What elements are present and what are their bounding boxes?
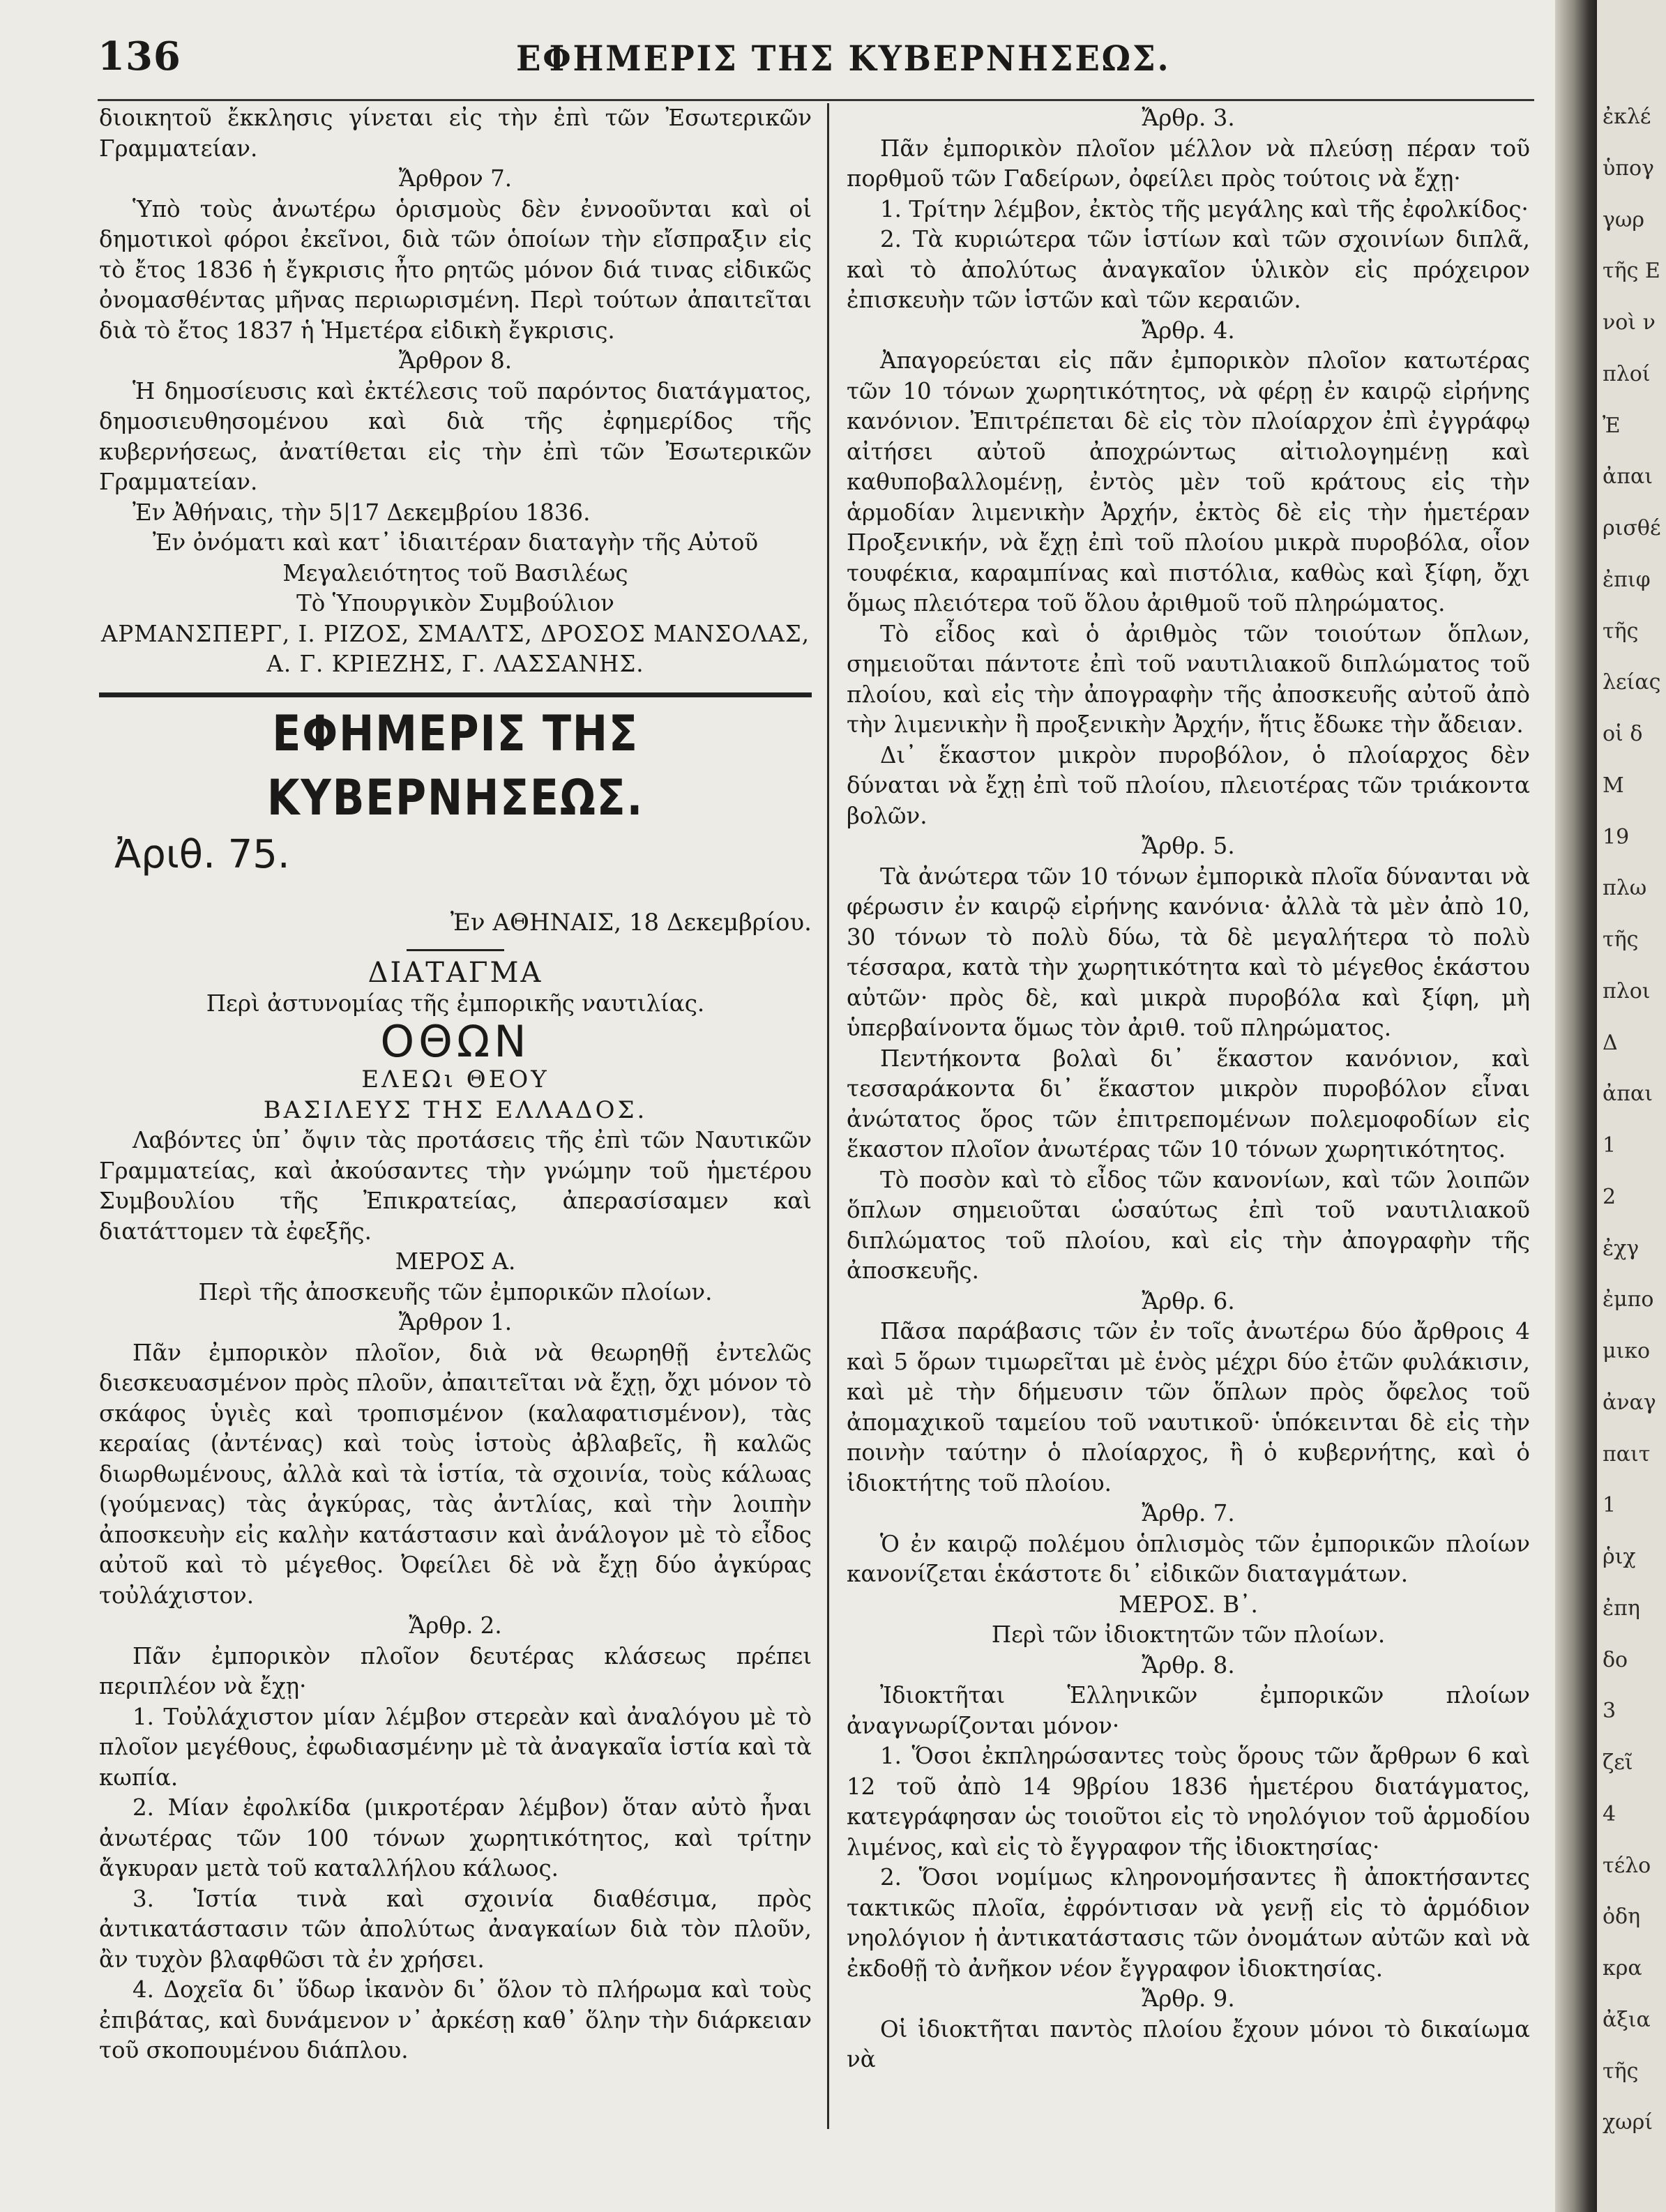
next-page-fragment: ἀξια	[1603, 2008, 1651, 2032]
next-page-fragment: Μ	[1603, 773, 1624, 798]
right-paragraph: Τὸ ποσὸν καὶ τὸ εἶδος τῶν κανονίων, καὶ τῶν λοιπῶν ὅπλων σημειοῦται ὡσαύτως ἐπὶ τοῦ ναυτιλιακοῦ διπλώματος τοῦ πλοίου, καὶ εἰς τὴν ἀπογραφὴν τῆς ἀποσκευῆς.	[847, 1166, 1530, 1284]
next-page-fragment: 2	[1603, 1185, 1616, 1209]
left-heading: Ἄρθρον 7.	[398, 165, 513, 192]
next-page-fragment: ἀπαι	[1603, 1082, 1653, 1106]
masthead-title: ΕΦΗΜΕΡΙΣ ΤΗΣ ΚΥΒΕΡΝΗΣΕΩΣ.	[266, 704, 644, 826]
next-page-fragment: ρισθέ	[1603, 516, 1661, 540]
issue-line	[99, 830, 812, 880]
right-paragraph: 1. Τρίτην λέμβον, ἐκτὸς τῆς μεγάλης καὶ τῆς ἐφολκίδος·	[880, 195, 1529, 222]
next-page-fragment: ἐμπο	[1603, 1287, 1654, 1312]
next-page-fragment: νοὶ ν	[1603, 310, 1656, 335]
next-page-fragment: μικο	[1603, 1339, 1651, 1363]
left-paragraph: Ἐν ὀνόματι καὶ κατ᾽ ἰδιαιτέραν διαταγὴν τῆς Αὐτοῦ Μεγαλειότητος τοῦ Βασιλέως	[152, 529, 759, 586]
right-heading: Ἄρθρ. 7.	[1142, 1500, 1235, 1527]
right-heading: ΜΕΡΟΣ. Β᾽.	[1119, 1591, 1258, 1618]
next-page-fragment: Δ	[1603, 1031, 1618, 1055]
left-heading: Ἄρθρ. 2.	[409, 1612, 502, 1639]
right-heading: Ἄρθρ. 4.	[1142, 317, 1235, 344]
right-column-text	[847, 103, 1530, 2075]
left-column-text-1	[99, 103, 812, 680]
next-page-fragment: ζεῖ	[1603, 1750, 1633, 1775]
left-paragraph: Λαβόντες ὑπ᾽ ὄψιν τὰς προτάσεις τῆς ἐπὶ τῶν Ναυτικῶν Γραμματείας, καὶ ἀκούσαντες τὴν γνώμην τοῦ ἡμετέρου Συμβουλίου τῆς Ἐπικρατείας, ἀπερασίσαμεν καὶ διατάττομεν τὰ ἐφεξῆς.	[99, 1127, 812, 1245]
decree-divider	[407, 949, 504, 951]
next-page-fragment: πλω	[1603, 876, 1647, 900]
left-paragraph: Πᾶν ἐμπορικὸν πλοῖον δευτέρας κλάσεως πρέπει περιπλέον νὰ ἔχῃ·	[99, 1642, 812, 1699]
left-column	[99, 103, 812, 2066]
masthead-rule	[99, 692, 812, 697]
left-paragraph: ΑΡΜΑΝΣΠΕΡΓ, Ι. ΡΙΖΟΣ, ΣΜΑΛΤΣ, ΔΡΟΣΟΣ ΜΑΝΣΟΛΑΣ, Α. Γ. ΚΡΙΕΖΗΣ, Γ. ΛΑΣΣΑΝΗΣ.	[100, 620, 810, 677]
book-gutter	[1555, 0, 1597, 2212]
right-paragraph: 1. Ὅσοι ἐκπληρώσαντες τοὺς ὅρους τῶν ἄρθρων 6 καὶ 12 τοῦ ἀπὸ 14 9βρίου 1836 ἡμετέρου διατάγματος, κατεγράφησαν ὡς τοιοῦτοι εἰς τὸ νηολόγιον τοῦ ἁρμοδίου λιμένος, καὶ εἰς τὸ ἔγγραφον τῆς ἰδιοκτησίας·	[847, 1743, 1530, 1861]
next-page-fragment: τέλο	[1603, 1854, 1651, 1878]
next-page-fragment: παιτ	[1603, 1442, 1651, 1467]
next-page-fragment: ἐπιφ	[1603, 568, 1651, 592]
left-paragraph: Τὸ Ὑπουργικὸν Συμβούλιον	[296, 590, 614, 616]
next-page-fragment: πλοι	[1603, 979, 1651, 1003]
right-heading: Ἄρθρ. 3.	[1142, 105, 1235, 131]
next-page-fragment: 1	[1603, 1493, 1616, 1517]
next-page-fragment: ἀπαι	[1603, 464, 1653, 489]
right-paragraph: Τὰ ἀνώτερα τῶν 10 τόνων ἐμπορικὰ πλοῖα δύνανται νὰ φέρωσιν ἐν καιρῷ εἰρήνης κανόνια· ἀλλὰ τὰ μὲν ἀπὸ 10, 30 τόνων τὸ πολὺ δύω, τὰ δὲ μεγαλήτερα τὸ πολὺ τέσσαρα, κατὰ τὴν χωρητικότητα καὶ τὸ μέγεθος ἑκάστου αὐτῶν· πρὸς δὲ, καὶ μικρὰ πυροβόλα καὶ ξίφη, μὴ ὑπερβαίνοντα ὅμως τὸν ἀριθ. τοῦ πληρώματος.	[847, 863, 1530, 1041]
next-page-fragment: ἐπη	[1603, 1596, 1640, 1621]
next-page-fragment: γωρ	[1603, 208, 1645, 232]
next-page-fragment: ὀδη	[1603, 1904, 1641, 1929]
left-paragraph: Ἐν Ἀθήναις, τὴν 5|17 Δεκεμβρίου 1836.	[132, 499, 591, 526]
right-heading: Ἄρθρ. 9.	[1142, 1985, 1235, 2012]
next-page-fragment: λείας	[1603, 670, 1661, 695]
left-paragraph: Πᾶν ἐμπορικὸν πλοῖον, διὰ νὰ θεωρηθῇ ἐντελῶς διεσκευασμένον πρὸς πλοῦν, ἀπαιτεῖται νὰ ἔχῃ, ὄχι μόνον τὸ σκάφος ὑγιὲς καὶ τροπισμένον (καλαφατισμένον), τὰς κεραίας (ἀντένας) καὶ τοὺς ἱστοὺς ἀβλαβεῖς, ἢ καλῶς διωρθωμένους, ἀλλὰ καὶ τὰ ἱστία, τὰ σχοινία, τοὺς κάλωας (γούμενας) τὰς ἀγκύρας, τὰς ἀντλίας, καὶ τὴν λοιπὴν ἀποσκευὴν εἰς καλὴν κατάστασιν καὶ ἀνάλογον μὲ τὸ εἶδος αὐτοῦ καὶ τὸ μέγεθος. Ὀφείλει δὲ νὰ ἔχῃ δύο ἀγκύρας τοὐλάχιστον.	[99, 1339, 812, 1609]
king-name: ΟΘΩΝ	[380, 1016, 531, 1067]
right-heading: Περὶ τῶν ἰδιοκτητῶν τῶν πλοίων.	[991, 1621, 1386, 1648]
next-page-fragment: ἐκλέ	[1603, 105, 1651, 129]
next-page-fragment: τῆς	[1603, 619, 1639, 644]
left-paragraph: 1. Τοὐλάχιστον μίαν λέμβον στερεὰν καὶ ἀναλόγου μὲ τὸ πλοῖον μεγέθους, ἐφωδιασμένην μὲ τὰ ἀναγκαῖα ἱστία καὶ τὰ κωπία.	[99, 1703, 812, 1791]
next-page-fragment: 19	[1603, 825, 1630, 849]
next-page-fragment: Ἐ	[1603, 414, 1621, 438]
next-page-fragment: ἐχγ	[1603, 1236, 1640, 1261]
grace-line: ΕΛΕΩι ΘΕΟΥ	[361, 1066, 550, 1093]
decree-subject: Περὶ ἀστυνομίας τῆς ἐμπορικῆς ναυτιλίας.	[206, 990, 705, 1017]
left-paragraph: Ὑπὸ τοὺς ἀνωτέρω ὁρισμοὺς δὲν ἐννοοῦνται καὶ οἱ δημοτικοὶ φόροι ἐκεῖνοι, διὰ τῶν ὁποίων τὴν εἴσπραξιν εἰς τὸ ἔτος 1836 ἡ ἔγκρισις ἦτο ρητῶς μόνον διά τινας εἰδικῶς ὀνομασθέντας μῆνας περιωρισμένη. Περὶ τούτων ἀπαιτεῖται διὰ τὸ ἔτος 1837 ἡ Ἡμετέρα εἰδικὴ ἔγκρισις.	[99, 195, 812, 344]
left-paragraph: διοικητοῦ ἔκκλησις γίνεται εἰς τὴν ἐπὶ τῶν Ἐσωτερικῶν Γραμματείαν.	[99, 105, 812, 162]
king-title: ΒΑΣΙΛΕΥΣ ΤΗΣ ΕΛΛΑΔΟΣ.	[263, 1096, 648, 1124]
page-header	[98, 33, 1534, 89]
next-page-fragment: τῆς	[1603, 927, 1639, 952]
decree-title: ΔΙΑΤΑΓΜΑ	[368, 957, 543, 989]
next-page-fragment: πλοί	[1603, 362, 1651, 386]
running-title: ΕΦΗΜΕΡΙΣ ΤΗΣ ΚΥΒΕΡΝΗΣΕΩΣ.	[516, 38, 1171, 79]
left-paragraph: 3. Ἱστία τινὰ καὶ σχοινία διαθέσιμα, πρὸς ἀντικατάστασιν τῶν ἀπολύτως ἀναγκαίων διὰ τὸν πλοῦν, ἂν τυχὸν βλαφθῶσι τὰ ἐν χρήσει.	[99, 1885, 812, 1973]
right-paragraph: Ὁ ἐν καιρῷ πολέμου ὁπλισμὸς τῶν ἐμπορικῶν πλοίων κανονίζεται ἑκάστοτε δι᾽ εἰδικῶν διαταγμάτων.	[847, 1530, 1530, 1587]
next-page-fragment: ἀναγ	[1603, 1391, 1656, 1415]
next-page-edge	[1597, 0, 1666, 2212]
next-page-fragment: 1	[1603, 1133, 1616, 1158]
left-paragraph: 4. Δοχεῖα δι᾽ ὕδωρ ἱκανὸν δι᾽ ὅλον τὸ πλήρωμα καὶ τοὺς ἐπιβάτας, καὶ δυνάμενον ν᾽ ἀρκέσῃ καθ᾽ ὅλην τὴν διάρκειαν τοῦ σκοπουμένου διάπλου.	[99, 1976, 812, 2063]
right-paragraph: Ἰδιοκτῆται Ἑλληνικῶν ἐμπορικῶν πλοίων ἀναγνωρίζονται μόνον·	[847, 1682, 1530, 1739]
right-paragraph: Πᾶσα παράβασις τῶν ἐν τοῖς ἀνωτέρω δύο ἄρθροις 4 καὶ 5 ὅρων τιμωρεῖται μὲ ἑνὸς μέχρι δύο ἐτῶν φυλάκισιν, καὶ μὲ τὴν δήμευσιν τῶν ὅπλων πρὸς ὄφελος τοῦ ἀπομαχικοῦ ταμείου τοῦ ναυτικοῦ· ὑπόκεινται δὲ εἰς τὴν ποινὴν ταύτην ὁ πλοίαρχος, ἢ ὁ κυβερνήτης, καὶ ὁ ἰδιοκτήτης τοῦ πλοίου.	[847, 1318, 1530, 1497]
right-paragraph: 2. Ὅσοι νομίμως κληρονομήσαντες ἢ ἀποκτήσαντες τακτικῶς πλοῖα, ἐφρόντισαν νὰ γενῇ εἰς τὸ ἁρμόδιον νηολόγιον ἡ ἀντικατάστασις τῶν ὀνομάτων αὐτῶν καὶ νὰ ἐκδοθῇ τὸ ἀνῆκον νέον ἔγγραφον ἰδιοκτησίας.	[847, 1864, 1530, 1982]
right-paragraph: Δι᾽ ἕκαστον μικρὸν πυροβόλον, ὁ πλοίαρχος δὲν δύναται νὰ ἔχῃ ἐπὶ τοῦ πλοίου, πλειοτέρας τῶν τριάκοντα βολῶν.	[847, 741, 1530, 829]
next-page-fragment: 4	[1603, 1802, 1616, 1826]
left-heading: Ἄρθρον 1.	[398, 1309, 513, 1335]
next-page-fragment: 3	[1603, 1699, 1616, 1723]
right-paragraph: Τὸ εἶδος καὶ ὁ ἀριθμὸς τῶν τοιούτων ὅπλων, σημειοῦται πάντοτε ἐπὶ τοῦ ναυτιλιακοῦ διπλώματος τοῦ πλοίου, καὶ εἰς τὴν ἀπογραφὴν τῆς ἀποσκευῆς αὐτοῦ ἀπὸ τὴν λιμενικὴν ἢ προξενικὴν Ἀρχήν, ἥτις ἔδωκε τὴν ἄδειαν.	[847, 620, 1530, 738]
right-heading: Ἄρθρ. 8.	[1142, 1651, 1235, 1679]
left-paragraph: 2. Μίαν ἐφολκίδα (μικροτέραν λέμβον) ὅταν αὐτὸ ἦναι ἀνωτέρας τῶν 100 τόνων χωρητικότητος, καὶ τρίτην ἄγκυραν μετὰ τοῦ καταλλήλου κάλωος.	[99, 1794, 812, 1881]
page-number: 136	[98, 33, 181, 79]
left-heading: Περὶ τῆς ἀποσκευῆς τῶν ἐμπορικῶν πλοίων.	[198, 1278, 713, 1305]
header-rule	[98, 99, 1534, 101]
left-heading: ΜΕΡΟΣ Α.	[395, 1248, 516, 1275]
left-column-text-2	[99, 1126, 812, 2066]
next-page-fragment: ὑπογ	[1603, 156, 1654, 181]
right-paragraph: Πᾶν ἐμπορικὸν πλοῖον μέλλον νὰ πλεύσῃ πέραν τοῦ πορθμοῦ τῶν Γαδείρων, ὀφείλει πρὸς τούτοις νὰ ἔχῃ·	[847, 135, 1530, 192]
next-page-fragment: ῥιχ	[1603, 1545, 1636, 1569]
right-paragraph: Ἀπαγορεύεται εἰς πᾶν ἐμπορικὸν πλοῖον κατωτέρας τῶν 10 τόνων χωρητικότητος, νὰ φέρῃ ἐν καιρῷ εἰρήνης κανόνιον. Ἐπιτρέπεται δὲ εἰς τὸν πλοίαρχον ἐπὶ ἐγγράφῳ αἰτήσει αὐτοῦ ἀποχρώντως αἰτιολογημένῃ καὶ καθυποβαλλομένῃ, ἐντὸς μὲν τοῦ κράτους εἰς τὴν ἁρμοδίαν λιμενικὴν Ἀρχήν, ἐκτὸς δὲ εἰς τὴν ἡμετέραν Προξενικήν, νὰ ἔχῃ ἐπὶ τοῦ πλοίου μικρὰ πυροβόλα, οἷον τουφέκια, καραμπίνας καὶ πιστόλια, καθὼς καὶ ξίφη, ὄχι ὅμως πλειότερα τοῦ ὅλου ἀριθμοῦ τοῦ πληρώματος.	[847, 347, 1530, 616]
issue-number: Ἀριθ. 75.	[114, 831, 290, 877]
next-page-fragment: τῆς	[1603, 2059, 1639, 2084]
right-heading: Ἄρθρ. 5.	[1142, 833, 1235, 859]
issue-date: Ἐν ΑΘΗΝΑΙΣ, 18 Δεκεμβρίου.	[450, 908, 812, 937]
left-paragraph: Ἡ δημοσίευσις καὶ ἐκτέλεσις τοῦ παρόντος διατάγματος, δημοσιευθησομένου καὶ διὰ τῆς ἐφημερίδος τῆς κυβερνήσεως, ἀνατίθεται εἰς τὴν ἐπὶ τῶν Ἐσωτερικῶν Γραμματείαν.	[99, 377, 812, 495]
next-page-fragment: οἱ δ	[1603, 722, 1643, 746]
next-page-fragment: τῆς Ε	[1603, 259, 1660, 283]
next-page-fragment: χωρί	[1603, 2110, 1653, 2135]
right-column	[847, 103, 1530, 2075]
next-page-fragment: δο	[1603, 1648, 1628, 1672]
left-heading: Ἄρθρον 8.	[398, 347, 513, 374]
right-paragraph: Πεντήκοντα βολαὶ δι᾽ ἕκαστον κανόνιον, καὶ τεσσαράκοντα δι᾽ ἕκαστον μικρὸν πυροβόλον εἶναι ἀνώτατος ὅρος τῶν ἐπιτρεπομένων πολεμοφοδίων εἰς ἕκαστον πλοῖον ἀνωτέρας τῶν 10 τόνων χωρητικότητος.	[847, 1045, 1530, 1162]
right-heading: Ἄρθρ. 6.	[1142, 1287, 1235, 1315]
right-paragraph: Οἱ ἰδιοκτῆται παντὸς πλοίου ἔχουν μόνοι τὸ δικαίωμα νὰ	[847, 2015, 1530, 2073]
column-divider	[827, 103, 829, 2129]
right-paragraph: 2. Τὰ κυριώτερα τῶν ἱστίων καὶ τῶν σχοινίων διπλᾶ, καὶ τὸ ἀπολύτως ἀναγκαῖον ὑλικὸν εἰς πρόχειρον ἐπισκευὴν τῶν ἱστῶν καὶ τῶν κεραιῶν.	[847, 226, 1530, 313]
next-page-fragment: κρα	[1603, 1956, 1642, 1980]
